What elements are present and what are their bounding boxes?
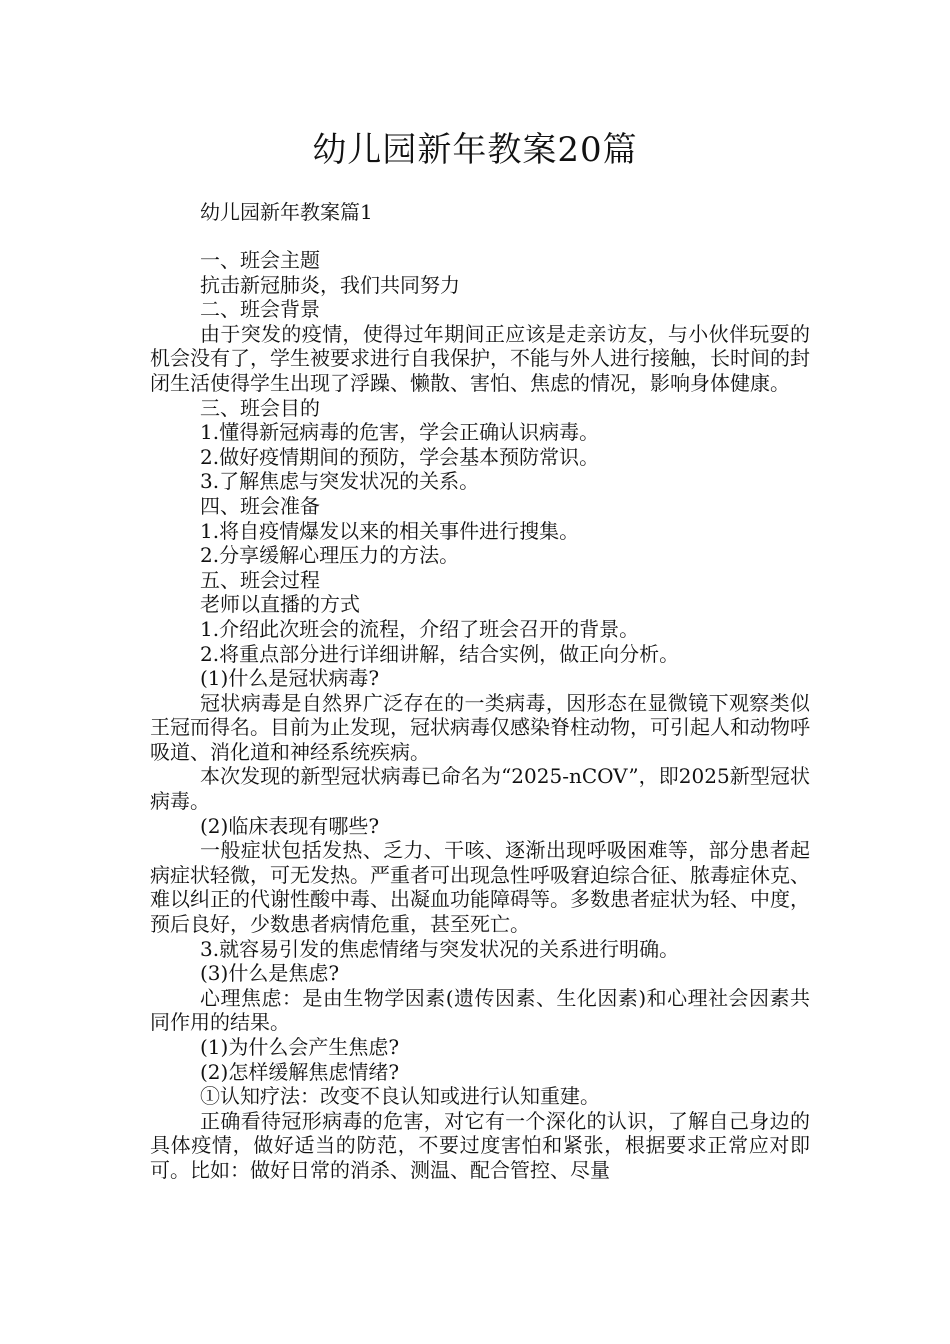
section-title: 幼儿园新年教案篇1 (200, 200, 373, 224)
document-body (150, 248, 810, 1183)
paragraph: 正确看待冠形病毒的危害，对它有一个深化的认识，了解自己身边的具体疫情，做好适当的防范，不要过度害怕和紧张，根据要求正常应对即可。比如：做好日常的消杀、测温、配合管控、尽量 (150, 1108, 810, 1182)
paragraph: 一般症状包括发热、乏力、干咳、逐渐出现呼吸困难等，部分患者起病症状轻微，可无发热。严重者可出现急性呼吸窘迫综合征、脓毒症休克、难以纠正的代谢性酸中毒、出凝血功能障碍等。多数患者症状为轻、中度，预后良好，少数患者病情危重，甚至死亡。 (150, 838, 810, 937)
paragraph: (2)怎样缓解焦虑情绪? (200, 1059, 400, 1084)
paragraph: (1)为什么会产生焦虑? (200, 1035, 400, 1059)
paragraph: 三、班会目的 (200, 395, 320, 420)
paragraph: 3.了解焦虑与突发状况的关系。 (200, 469, 480, 494)
paragraph: 2.将重点部分进行详细讲解，结合实例，做正向分析。 (200, 641, 680, 666)
paragraph: 二、班会背景 (200, 297, 320, 322)
paragraph: 1.懂得新冠病毒的危害，学会正确认识病毒。 (200, 420, 600, 445)
paragraph: 冠状病毒是自然界广泛存在的一类病毒，因形态在显微镜下观察类似王冠而得名。目前为止发现，冠状病毒仅感染脊柱动物，可引起人和动物呼吸道、消化道和神经系统疾病。 (150, 690, 810, 764)
paragraph: 1.将自疫情爆发以来的相关事件进行搜集。 (200, 518, 580, 543)
paragraph: 1.介绍此次班会的流程，介绍了班会召开的背景。 (200, 616, 640, 641)
paragraph: ①认知疗法：改变不良认知或进行认知重建。 (200, 1084, 600, 1109)
paragraph: 2.做好疫情期间的预防，学会基本预防常识。 (200, 444, 600, 469)
paragraph: (1)什么是冠状病毒? (200, 666, 380, 691)
paragraph: 老师以直播的方式 (200, 592, 360, 617)
paragraph: 四、班会准备 (200, 493, 320, 518)
paragraph: 一、班会主题 (200, 248, 320, 272)
document-title: 幼儿园新年教案20篇 (312, 130, 638, 170)
paragraph: 3.就容易引发的焦虑情绪与突发状况的关系进行明确。 (200, 936, 680, 961)
paragraph: 抗击新冠肺炎，我们共同努力 (200, 272, 460, 297)
paragraph: 本次发现的新型冠状病毒已命名为“2025-nCOV”，即2025新型冠状病毒。 (150, 764, 810, 814)
paragraph: 由于突发的疫情，使得过年期间正应该是走亲访友，与小伙伴玩耍的机会没有了，学生被要求进行自我保护，不能与外人进行接触，长时间的封闭生活使得学生出现了浮躁、懒散、害怕、焦虑的情况，影响身体健康。 (150, 321, 810, 395)
paragraph: 五、班会过程 (200, 567, 320, 592)
paragraph: 心理焦虑：是由生物学因素(遗传因素、生化因素)和心理社会因素共同作用的结果。 (150, 985, 810, 1035)
paragraph: (2)临床表现有哪些? (200, 813, 380, 838)
paragraph: 2.分享缓解心理压力的方法。 (200, 543, 460, 568)
paragraph: (3)什么是焦虑? (200, 961, 340, 986)
